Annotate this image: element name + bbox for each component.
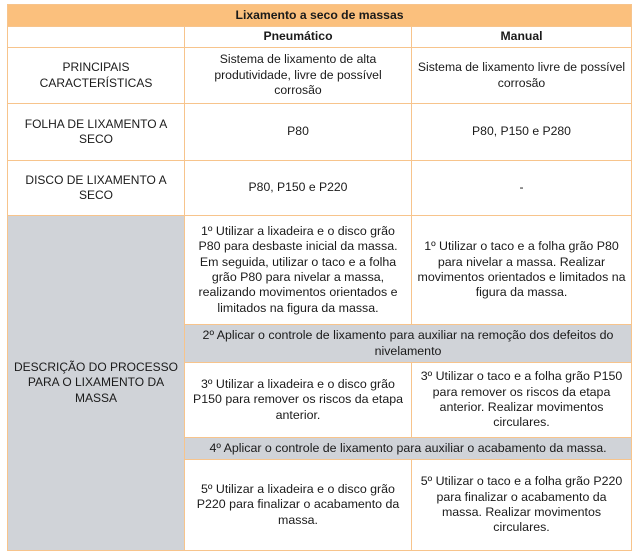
cell-pneumatico: P80, P150 e P220	[185, 161, 412, 216]
row-label: DISCO DE LIXAMENTO A SECO	[8, 161, 185, 216]
step-1-manual: 1º Utilizar o taco e a folha grão P80 para nivelar a massa. Realizar movimentos orientados e limitados na figura da massa.	[412, 216, 632, 325]
row-label: PRINCIPAIS CARACTERÍSTICAS	[8, 48, 185, 104]
table-row	[8, 161, 632, 216]
cell-manual: -	[412, 161, 632, 216]
cell-manual: P80, P150 e P280	[412, 104, 632, 161]
process-label: DESCRIÇÃO DO PROCESSO PARA O LIXAMENTO DA MASSA	[8, 216, 185, 551]
header-pneumatico: Pneumático	[185, 27, 412, 48]
table-title: Lixamento a seco de massas	[8, 5, 632, 27]
process-step-1-row	[8, 216, 632, 325]
table-row	[8, 48, 632, 104]
step-3-pneumatico: 3º Utilizar a lixadeira e o disco grão P150 para remover os riscos da etapa anterior.	[185, 363, 412, 438]
header-row	[8, 27, 632, 48]
cell-pneumatico: P80	[185, 104, 412, 161]
header-empty	[8, 27, 185, 48]
step-4-shared: 4º Aplicar o controle de lixamento para auxiliar o acabamento da massa.	[185, 438, 632, 460]
step-5-pneumatico: 5º Utilizar a lixadeira e o disco grão P220 para finalizar o acabamento da massa.	[185, 460, 412, 551]
table-row	[8, 104, 632, 161]
header-manual: Manual	[412, 27, 632, 48]
sanding-table	[7, 4, 632, 551]
step-2-shared: 2º Aplicar o controle de lixamento para auxiliar na remoção dos defeitos do nivelamento	[185, 325, 632, 363]
row-label: FOLHA DE LIXAMENTO A SECO	[8, 104, 185, 161]
cell-pneumatico: Sistema de lixamento de alta produtividade, livre de possível corrosão	[185, 48, 412, 104]
step-1-pneumatico: 1º Utilizar a lixadeira e o disco grão P80 para desbaste inicial da massa. Em seguida, utilizar o taco e a folha grão P80 para nivelar a massa, realizando movimentos orientados e limitados na figura da massa.	[185, 216, 412, 325]
step-3-manual: 3º Utilizar o taco e a folha grão P150 para remover os riscos da etapa anterior. Realizar movimentos circulares.	[412, 363, 632, 438]
cell-manual: Sistema de lixamento livre de possível corrosão	[412, 48, 632, 104]
step-5-manual: 5º Utilizar o taco e a folha grão P220 para finalizar o acabamento da massa. Realizar movimentos circulares.	[412, 460, 632, 551]
title-row	[8, 5, 632, 27]
